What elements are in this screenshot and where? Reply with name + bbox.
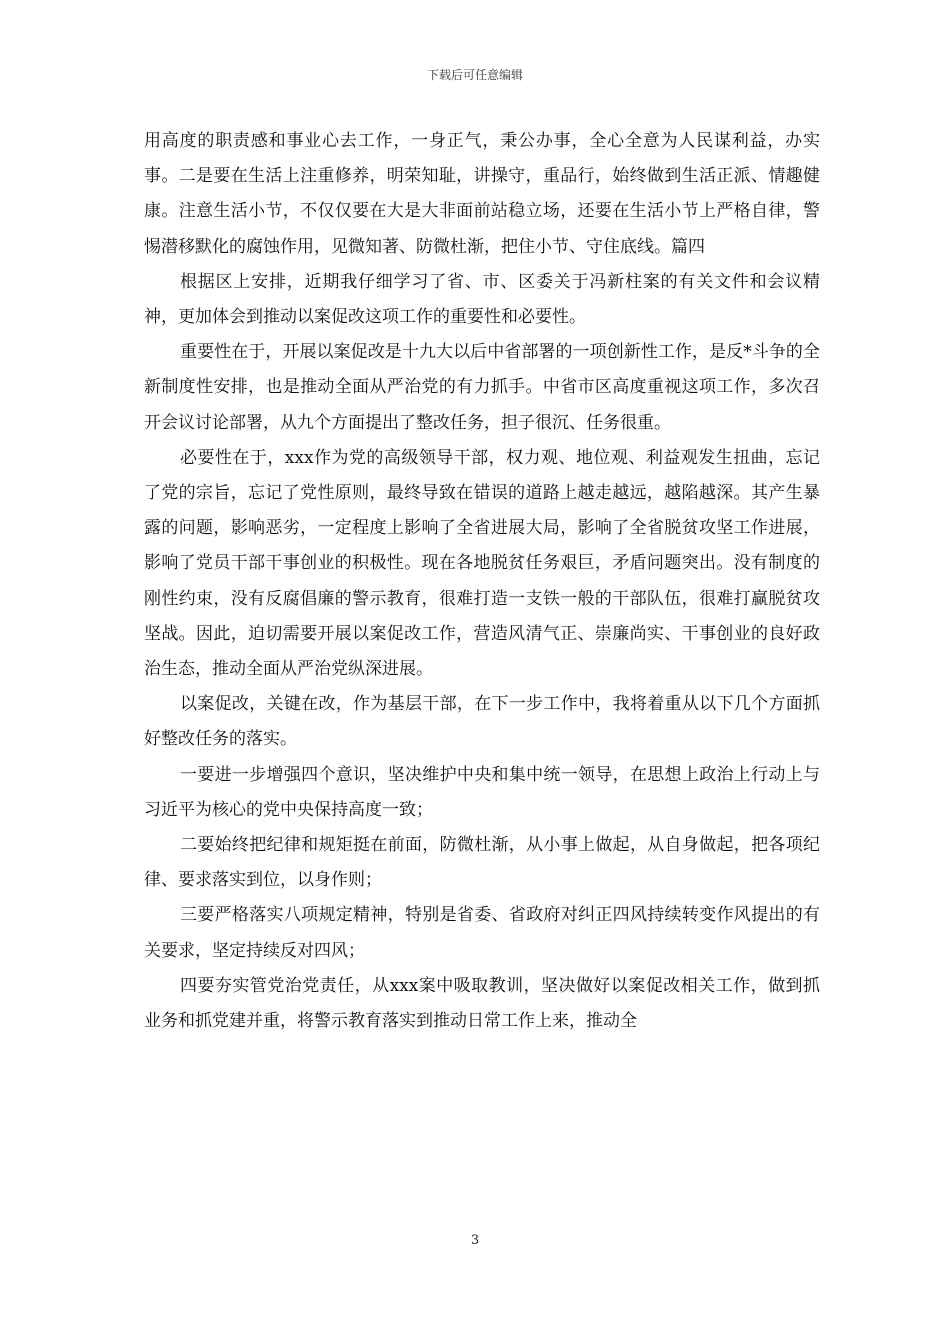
page-number: 3	[470, 1233, 480, 1248]
paragraph-continuation: 用高度的职责感和事业心去工作，一身正气，秉公办事，全心全意为人民谋利益，办实事。二是要在生活上注重修养，明荣知耻，讲操守，重品行，始终做到生活正派、情趣健康。注意生活小节，不仅仅要在大是大非面前站稳立场，还要在生活小节上严格自律，警惕潜移默化的腐蚀作用，见微知著、防微杜渐，把住小节、守住底线。篇四	[144, 131, 820, 257]
paragraph: 四要夯实管党治党责任，从xxx案中吸取教训，坚决做好以案促改相关工作，做到抓业务和抓党建并重，将警示教育落实到推动日常工作上来，推动全	[144, 975, 820, 1032]
paragraph: 三要严格落实八项规定精神，特别是省委、省政府对纠正四风持续转变作风提出的有关要求，坚定持续反对四风；	[144, 905, 820, 961]
paragraph: 以案促改，关键在改，作为基层干部，在下一步工作中，我将着重从以下几个方面抓好整改任务的落实。	[144, 694, 820, 750]
paragraph: 二要始终把纪律和规矩挺在前面，防微杜渐，从小事上做起，从自身做起，把各项纪律、要求落实到位，以身作则；	[144, 835, 820, 891]
paragraph: 必要性在于，xxx作为党的高级领导干部，权力观、地位观、利益观发生扭曲，忘记了党的宗旨，忘记了党性原则，最终导致在错误的道路上越走越远，越陷越深。其产生暴露的问题，影响恶劣，一定程度上影响了全省进展大局，影响了全省脱贫攻坚工作进展，影响了党员干部干事创业的积极性。现在各地脱贫任务艰巨，矛盾问题突出。没有制度的刚性约束，没有反腐倡廉的警示教育，很难打造一支铁一般的干部队伍，很难打赢脱贫攻坚战。因此，迫切需要开展以案促改工作，营造风清气正、崇廉尚实、干事创业的良好政治生态，推动全面从严治党纵深进展。	[144, 447, 820, 680]
document-body	[144, 124, 820, 1039]
page-header: 下载后可任意编辑	[426, 68, 523, 82]
paragraph: 根据区上安排，近期我仔细学习了省、市、区委关于冯新柱案的有关文件和会议精神，更加体会到推动以案促改这项工作的重要性和必要性。	[144, 271, 820, 328]
paragraph: 重要性在于，开展以案促改是十九大以后中省部署的一项创新性工作，是反*斗争的全新制度性安排，也是推动全面从严治党的有力抓手。中省市区高度重视这项工作，多次召开会议讨论部署，从九个方面提出了整改任务，担子很沉、任务很重。	[144, 342, 820, 433]
paragraph: 一要进一步增强四个意识，坚决维护中央和集中统一领导，在思想上政治上行动上与习近平为核心的党中央保持高度一致；	[144, 764, 820, 820]
